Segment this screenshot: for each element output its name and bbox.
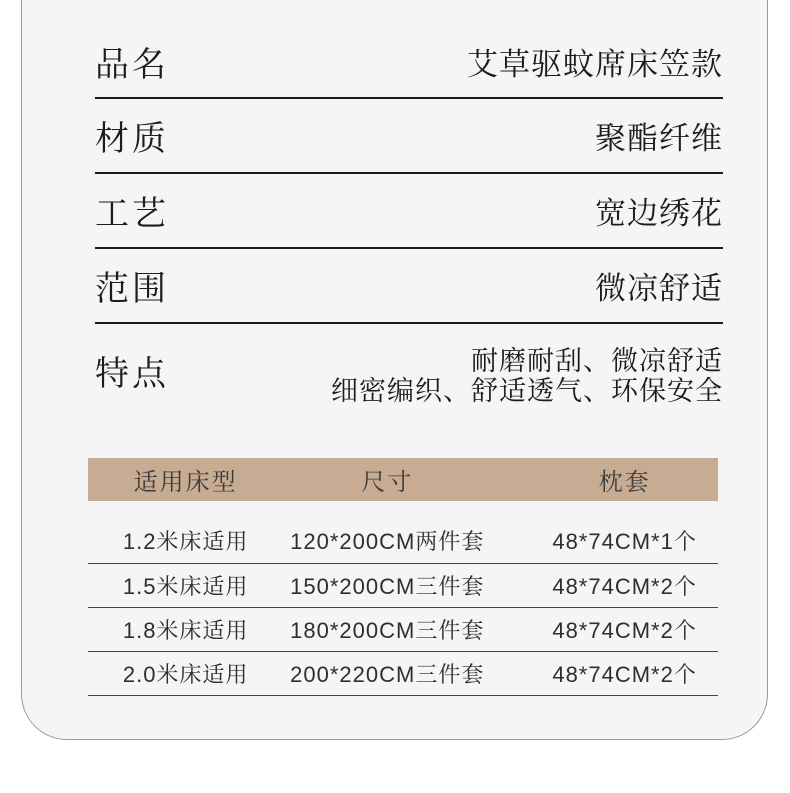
size-table-header-row xyxy=(88,458,718,501)
table-cell-size: 120*200CM两件套 xyxy=(290,528,485,554)
spec-value: 宽边绣花 xyxy=(595,196,723,231)
table-cell-pillowcase: 48*74CM*2个 xyxy=(552,618,697,643)
spec-list xyxy=(95,1,723,406)
spec-label: 范围 xyxy=(95,271,169,308)
table-cell-bed-type: 1.5米床适用 xyxy=(122,574,249,599)
spec-value: 聚酯纤维 xyxy=(595,121,723,156)
features-line-2: 细密编织、舒适透气、环保安全 xyxy=(331,376,723,406)
spec-row-material xyxy=(95,99,723,174)
spec-value: 艾草驱蚊席床笠款 xyxy=(467,46,723,82)
card-content xyxy=(22,1,767,687)
spec-row-product-name xyxy=(95,1,723,99)
table-row xyxy=(88,501,718,564)
spec-row-craft xyxy=(95,174,723,249)
header-cell-bed-type: 适用床型 xyxy=(133,469,238,496)
table-cell-pillowcase: 48*74CM*2个 xyxy=(552,662,697,687)
spec-label: 材质 xyxy=(95,121,169,158)
spec-value-features xyxy=(331,346,723,406)
product-spec-card xyxy=(21,0,768,740)
spec-label: 品名 xyxy=(95,46,169,84)
table-row xyxy=(88,608,718,652)
table-cell-bed-type: 1.8米床适用 xyxy=(122,618,249,643)
table-cell-size: 200*220CM三件套 xyxy=(290,662,485,687)
table-cell-bed-type: 1.2米床适用 xyxy=(122,528,249,554)
table-cell-pillowcase: 48*74CM*2个 xyxy=(552,574,697,599)
spec-label: 工艺 xyxy=(95,196,169,233)
table-cell-bed-type: 2.0米床适用 xyxy=(122,662,249,687)
table-row xyxy=(88,564,718,608)
spec-row-range xyxy=(95,249,723,324)
spec-value: 微凉舒适 xyxy=(595,271,723,306)
table-cell-pillowcase: 48*74CM*1个 xyxy=(552,528,697,554)
table-cell-size: 180*200CM三件套 xyxy=(290,618,485,643)
size-table xyxy=(88,458,718,696)
header-cell-size: 尺寸 xyxy=(361,469,414,496)
table-row xyxy=(88,652,718,696)
features-line-1: 耐磨耐刮、微凉舒适 xyxy=(471,346,723,376)
spec-row-features xyxy=(95,324,723,406)
header-cell-pillowcase: 枕套 xyxy=(598,469,651,496)
table-cell-size: 150*200CM三件套 xyxy=(290,574,485,599)
spec-label: 特点 xyxy=(95,356,169,393)
